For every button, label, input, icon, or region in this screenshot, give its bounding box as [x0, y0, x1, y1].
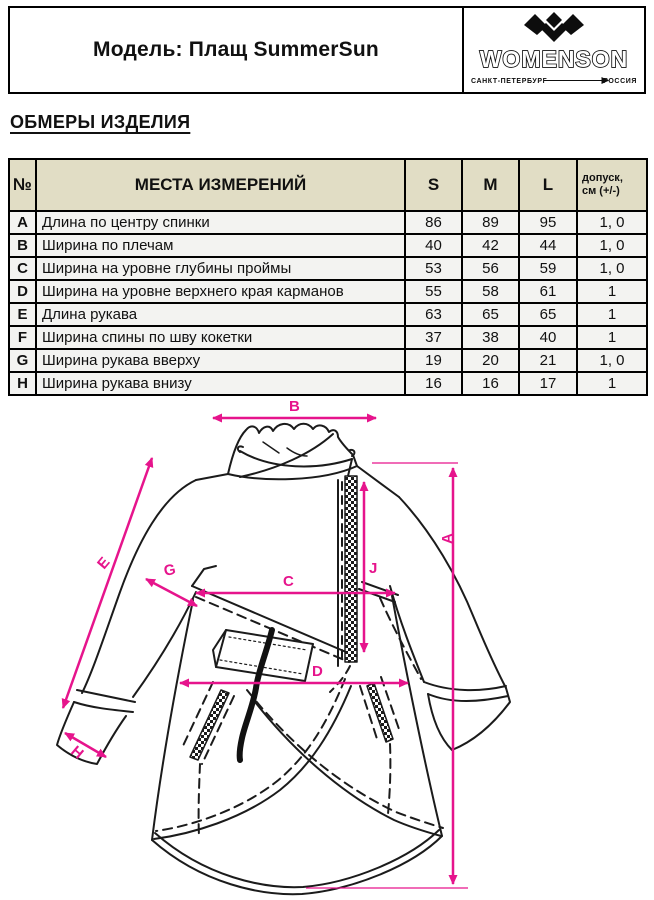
dimension-label-c: C: [283, 573, 294, 590]
measure-letter: D: [9, 280, 36, 303]
size-s-value: 16: [405, 372, 462, 395]
brand-country: РОССИЯ: [603, 78, 637, 85]
table-row: [9, 257, 647, 280]
measure-place: Ширина на уровне глубины проймы: [36, 257, 405, 280]
tolerance-value: 1: [577, 326, 647, 349]
size-m-value: 20: [462, 349, 519, 372]
table-row: [9, 349, 647, 372]
collar: [228, 424, 357, 480]
size-l-value: 17: [519, 372, 577, 395]
size-l-value: 95: [519, 211, 577, 234]
measure-place: Ширина по плечам: [36, 234, 405, 257]
size-l-value: 40: [519, 326, 577, 349]
col-header-place: МЕСТА ИЗМЕРЕНИЙ: [36, 159, 405, 211]
size-l-value: 59: [519, 257, 577, 280]
size-m-value: 42: [462, 234, 519, 257]
dimension-arrow-a: [306, 463, 468, 888]
measure-place: Ширина рукава внизу: [36, 372, 405, 395]
model-title: Модель: Плащ SummerSun: [93, 38, 379, 61]
coat-outline: [57, 424, 510, 894]
dimension-label-e: E: [94, 553, 114, 573]
col-header-tolerance: [577, 159, 647, 211]
col-header-s: S: [405, 159, 462, 211]
measure-letter: H: [9, 372, 36, 395]
tolerance-value: 1, 0: [577, 349, 647, 372]
dimension-label-h: H: [67, 742, 87, 763]
size-m-value: 58: [462, 280, 519, 303]
size-m-value: 56: [462, 257, 519, 280]
tolerance-value: 1: [577, 303, 647, 326]
size-l-value: 44: [519, 234, 577, 257]
measure-place: Ширина на уровне верхнего края карманов: [36, 280, 405, 303]
document-header: [8, 6, 646, 94]
size-s-value: 63: [405, 303, 462, 326]
right-welt-pocket: [360, 677, 400, 742]
table-header-row: [9, 159, 647, 211]
crown-icon: [524, 12, 584, 42]
col-header-l: L: [519, 159, 577, 211]
size-l-value: 65: [519, 303, 577, 326]
measure-place: Длина рукава: [36, 303, 405, 326]
section-title: ОБМЕРЫ ИЗДЕЛИЯ: [10, 112, 191, 132]
size-s-value: 19: [405, 349, 462, 372]
measure-letter: G: [9, 349, 36, 372]
measure-place: Ширина спины по шву кокетки: [36, 326, 405, 349]
brand-city: САНКТ-ПЕТЕРБУРГ: [471, 78, 548, 85]
measure-letter: E: [9, 303, 36, 326]
tolerance-value: 1: [577, 280, 647, 303]
dimension-label-b: B: [289, 398, 300, 415]
size-s-value: 55: [405, 280, 462, 303]
dimension-arrow-g: [146, 579, 197, 606]
measure-place: Ширина рукава вверху: [36, 349, 405, 372]
measurements-table: [8, 158, 648, 396]
garment-diagram: [0, 390, 654, 900]
dimension-label-a: A: [439, 533, 456, 544]
table-row: [9, 326, 647, 349]
measure-letter: B: [9, 234, 36, 257]
size-l-value: 61: [519, 280, 577, 303]
col-header-num: №: [9, 159, 36, 211]
table-row: [9, 303, 647, 326]
dimension-label-g: G: [162, 560, 178, 580]
size-s-value: 86: [405, 211, 462, 234]
size-m-value: 65: [462, 303, 519, 326]
table-row: [9, 280, 647, 303]
col-header-m: M: [462, 159, 519, 211]
measure-letter: C: [9, 257, 36, 280]
dimension-arrow-e: [63, 458, 152, 708]
size-m-value: 38: [462, 326, 519, 349]
measure-place: Длина по центру спинки: [36, 211, 405, 234]
measure-letter: F: [9, 326, 36, 349]
womenson-logo-graphic: [468, 9, 640, 91]
tolerance-value: 1, 0: [577, 257, 647, 280]
tolerance-value: 1: [577, 372, 647, 395]
size-m-value: 89: [462, 211, 519, 234]
size-m-value: 16: [462, 372, 519, 395]
tolerance-value: 1, 0: [577, 211, 647, 234]
size-s-value: 40: [405, 234, 462, 257]
brand-name: WOMENSON: [479, 46, 629, 72]
tolerance-line2: см (+/-): [582, 185, 620, 197]
brand-logo: [462, 8, 644, 92]
dimension-label-j: J: [369, 560, 378, 577]
city-country-arrow-icon: [544, 78, 608, 83]
zipper: [330, 476, 357, 692]
size-s-value: 37: [405, 326, 462, 349]
dimension-label-d: D: [312, 663, 323, 680]
tolerance-line1: допуск,: [582, 171, 623, 184]
measure-letter: A: [9, 211, 36, 234]
table-row: [9, 234, 647, 257]
tolerance-value: 1, 0: [577, 234, 647, 257]
size-s-value: 53: [405, 257, 462, 280]
left-sleeve: [57, 480, 196, 764]
size-l-value: 21: [519, 349, 577, 372]
table-row: [9, 211, 647, 234]
left-welt-pocket: [182, 682, 234, 764]
